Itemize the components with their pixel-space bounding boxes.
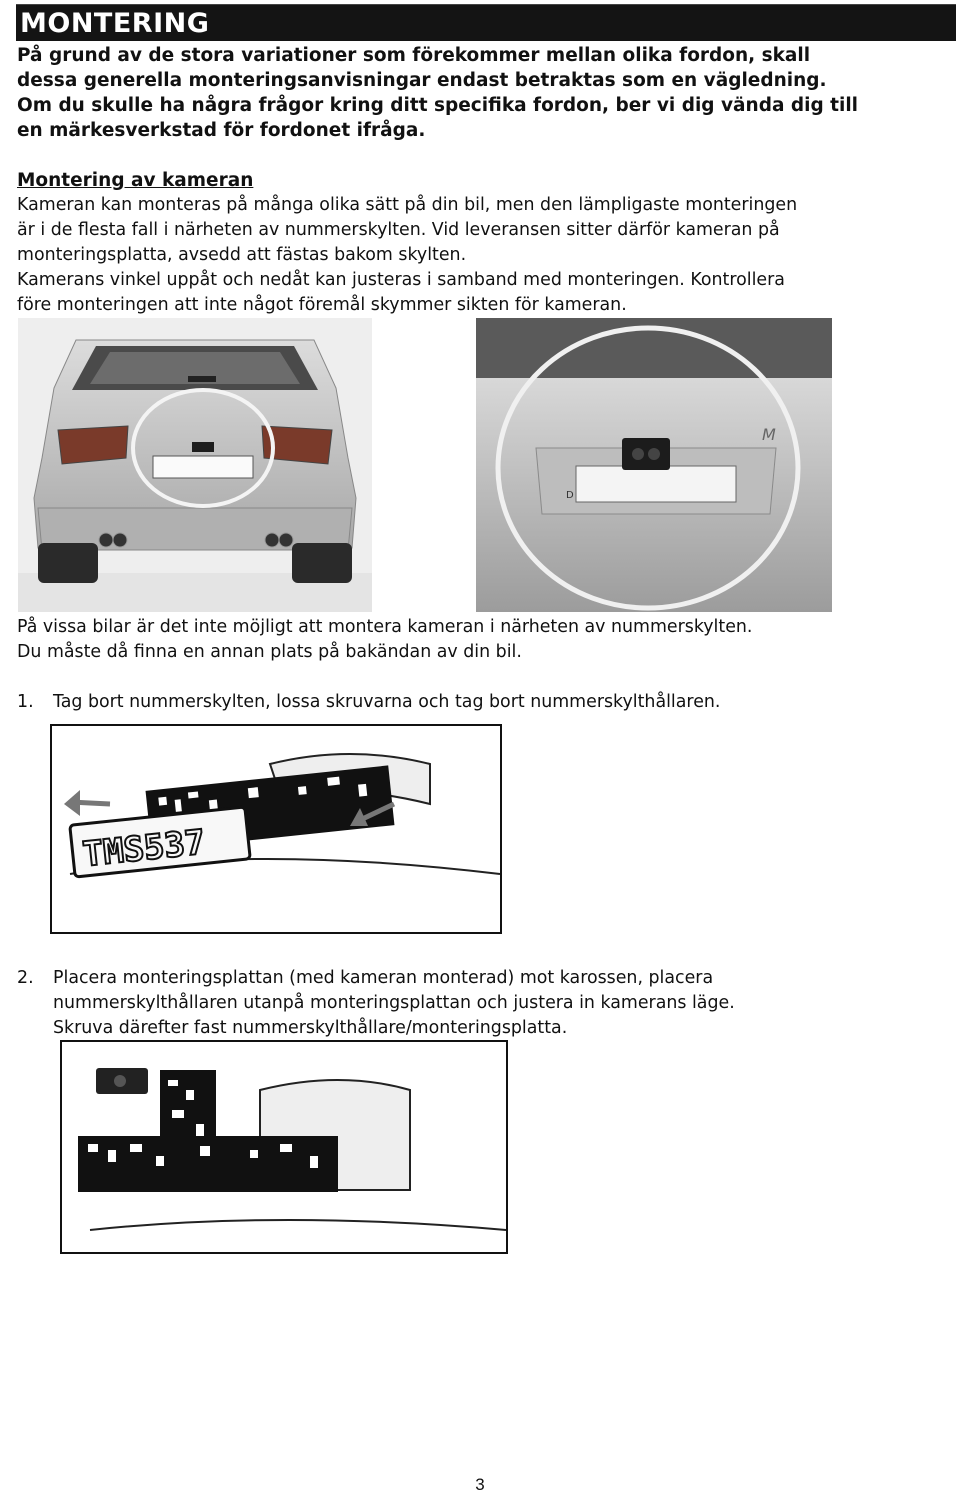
note-paragraph xyxy=(17,615,952,665)
paragraph-line: Kamerans vinkel uppåt och nedåt kan justeras i samband med monteringen. Kontrollera xyxy=(17,270,785,290)
remove-plate-illustration xyxy=(50,724,502,934)
step-text: Tag bort nummerskylten, lossa skruvarna och tag bort nummerskylthållaren. xyxy=(53,692,721,712)
license-plate-text: TMS537 xyxy=(80,822,208,876)
step-text: nummerskylthållaren utanpå monteringsplattan och justera in kamerans läge. xyxy=(53,993,735,1013)
intro-line: Om du skulle ha några frågor kring ditt specifika fordon, ber vi dig vända dig till xyxy=(17,95,859,116)
page-number: 3 xyxy=(475,1475,485,1494)
camera-closeup-photo xyxy=(476,318,832,612)
section-header-bar xyxy=(16,4,956,41)
step-1 xyxy=(17,690,952,715)
intro-line: en märkesverkstad för fordonet ifråga. xyxy=(17,120,426,141)
section-title: MONTERING xyxy=(20,8,210,39)
step-2 xyxy=(17,966,952,1041)
camera-mounting-heading: Montering av kameran xyxy=(17,170,254,191)
step-text: Placera monteringsplattan (med kameran monterad) mot karossen, placera xyxy=(53,968,714,988)
intro-line: På grund av de stora variationer som förekommer mellan olika fordon, skall xyxy=(17,45,811,66)
car-badge: M xyxy=(762,425,776,444)
plate-letter: D xyxy=(566,490,574,501)
intro-line: dessa generella monteringsanvisningar endast betraktas som en vägledning. xyxy=(17,70,827,91)
paragraph-line: Kameran kan monteras på många olika sätt på din bil, men den lämpligaste monteringen xyxy=(17,195,798,215)
mounting-plate-illustration xyxy=(60,1040,508,1254)
paragraph-line: monteringsplatta, avsedd att fästas bakom skylten. xyxy=(17,245,467,265)
paragraph-line: är i de flesta fall i närheten av nummerskylten. Vid leveransen sitter därför kameran på xyxy=(17,220,780,240)
step-number: 1. xyxy=(17,692,34,712)
camera-mounting-paragraph xyxy=(17,193,952,318)
paragraph-line: Du måste då finna en annan plats på bakändan av din bil. xyxy=(17,642,522,662)
paragraph-line: före monteringen att inte något föremål skymmer sikten för kameran. xyxy=(17,295,627,315)
intro-paragraph xyxy=(17,43,952,143)
step-text: Skruva därefter fast nummerskylthållare/monteringsplatta. xyxy=(53,1018,568,1038)
car-rear-photo xyxy=(18,318,372,612)
paragraph-line: På vissa bilar är det inte möjligt att montera kameran i närheten av nummerskylten. xyxy=(17,617,753,637)
step-number: 2. xyxy=(17,968,34,988)
